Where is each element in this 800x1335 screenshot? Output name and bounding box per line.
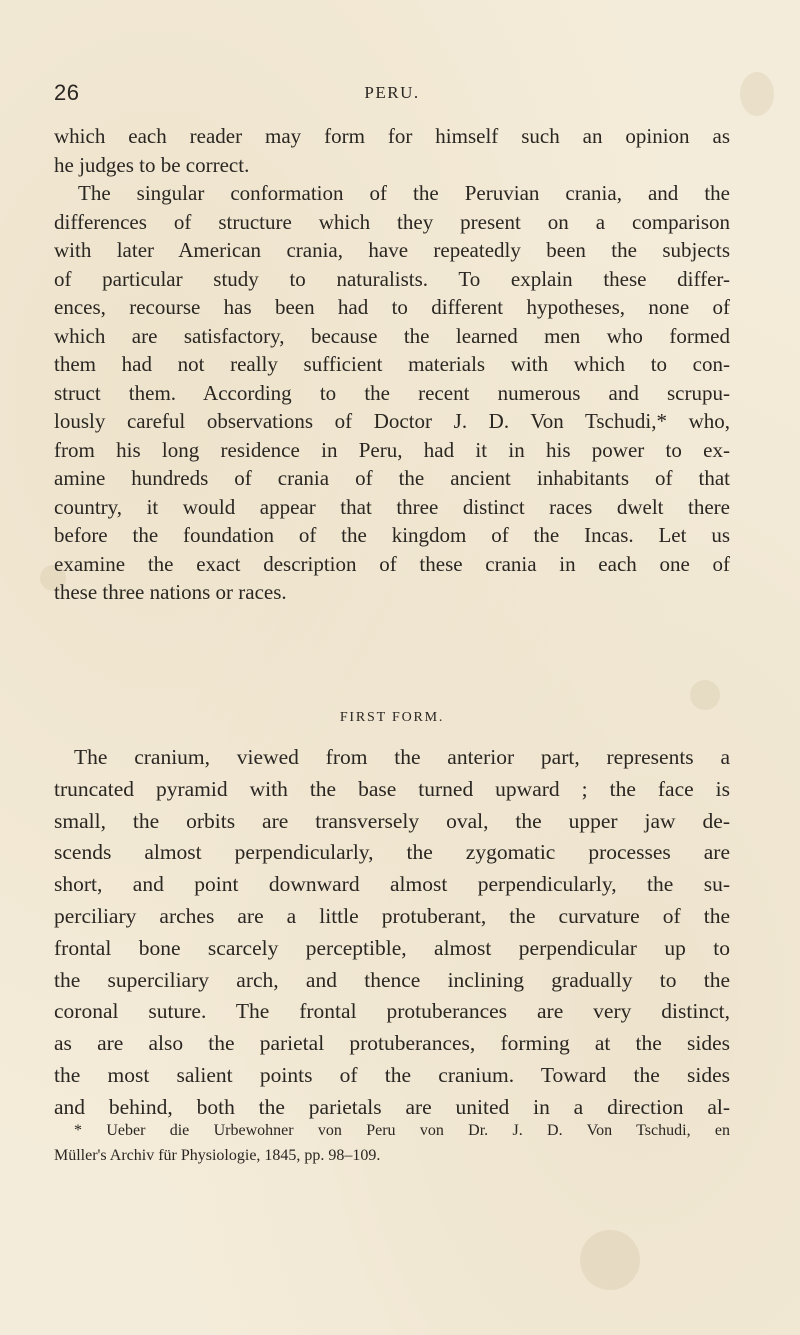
text-line: as are also the parietal protuberances, forming at the sides xyxy=(54,1031,730,1056)
paper-stain xyxy=(690,680,720,710)
body-text xyxy=(54,122,730,607)
text-line: these three nations or races. xyxy=(54,580,287,604)
paper-stain xyxy=(740,72,774,116)
text-line: coronal suture. The frontal protuberances are very distinct, xyxy=(54,999,730,1024)
text-line: amine hundreds of crania of the ancient inhabitants of that xyxy=(54,466,730,490)
footnote-line: Müller's Archiv für Physiologie, 1845, pp. 98–109. xyxy=(54,1147,381,1164)
text-line: he judges to be correct. xyxy=(54,152,250,177)
text-line: which each reader may form for himself such an opinion as xyxy=(54,124,730,148)
text-line: and behind, both the parietals are united in a direction al- xyxy=(54,1094,730,1119)
footnote xyxy=(54,1118,730,1168)
text-line: with later American crania, have repeatedly been the subjects xyxy=(54,238,730,262)
text-line: differences of structure which they present on a comparison xyxy=(54,209,730,234)
text-line: them had not really sufficient materials with which to con- xyxy=(54,352,730,376)
text-line: which are satisfactory, because the learned men who formed xyxy=(54,323,730,348)
page-header xyxy=(54,80,730,110)
running-head: PERU. xyxy=(364,83,420,102)
text-line: frontal bone scarcely perceptible, almost perpendicular up to xyxy=(54,935,730,960)
paper-stain xyxy=(580,1230,640,1290)
text-line: scends almost perpendicularly, the zygomatic processes are xyxy=(54,840,730,865)
body-text-section xyxy=(54,742,730,1124)
text-line: examine the exact description of these crania in each one of xyxy=(54,551,730,576)
text-line: lously careful observations of Doctor J. D. Von Tschudi,* who, xyxy=(54,409,730,433)
text-line: truncated pyramid with the base turned upward ; the face is xyxy=(54,776,730,801)
text-line: the most salient points of the cranium. Toward the sides xyxy=(54,1062,730,1087)
text-line: short, and point downward almost perpendicularly, the su- xyxy=(54,872,730,897)
text-line: struct them. According to the recent numerous and scrupu- xyxy=(54,380,730,405)
text-line: ences, recourse has been had to different hypotheses, none of xyxy=(54,295,730,319)
text-line: from his long residence in Peru, had it in his power to ex- xyxy=(54,437,730,462)
text-line: country, it would appear that three distinct races dwelt there xyxy=(54,494,730,519)
text-line: of particular study to naturalists. To explain these differ- xyxy=(54,266,730,291)
text-line: The singular conformation of the Peruvian crania, and the xyxy=(78,181,730,205)
text-line: the superciliary arch, and thence inclining gradually to the xyxy=(54,967,730,992)
page-number: 26 xyxy=(54,80,80,105)
section-heading: FIRST FORM. xyxy=(339,710,445,725)
text-line: The cranium, viewed from the anterior part, represents a xyxy=(74,745,730,769)
text-line: perciliary arches are a little protuberant, the curvature of the xyxy=(54,903,730,928)
text-line: small, the orbits are transversely oval, the upper jaw de- xyxy=(54,808,730,833)
text-line: before the foundation of the kingdom of the Incas. Let us xyxy=(54,523,730,547)
footnote-line: * Ueber die Urbewohner von Peru von Dr. J. D. Von Tschudi, en xyxy=(74,1122,730,1139)
